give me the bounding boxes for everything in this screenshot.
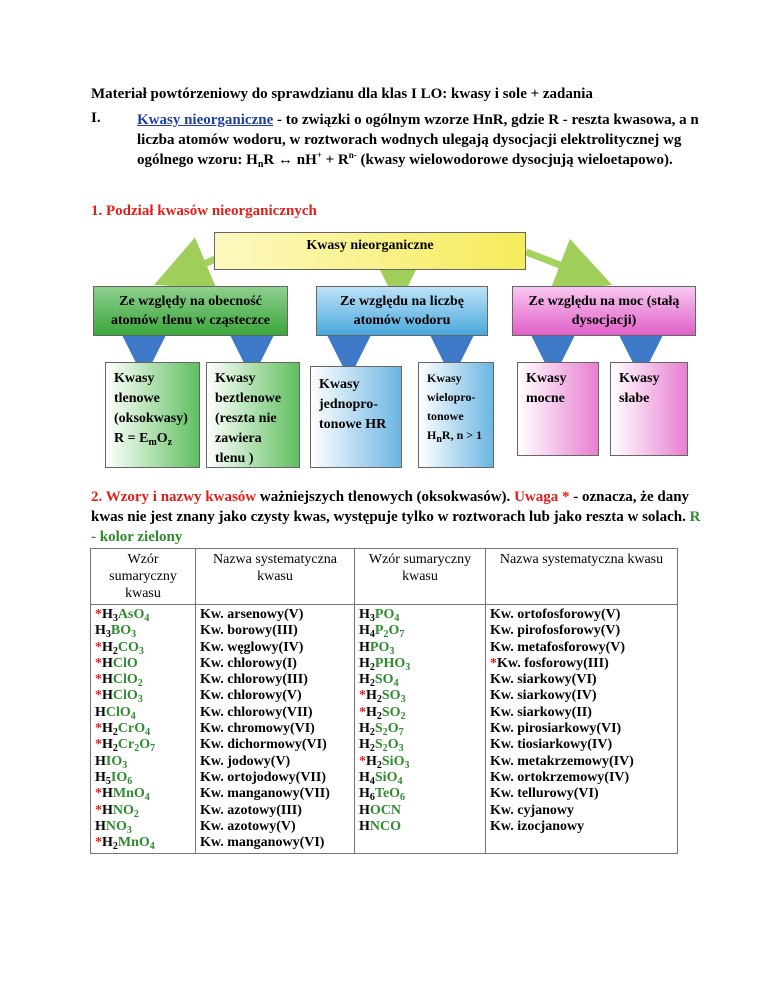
name-text: Kw. ortojodowy(VII) <box>200 769 326 785</box>
formula-h: H <box>359 672 370 688</box>
eq-plus: + R <box>321 152 349 168</box>
acid-name <box>200 770 350 786</box>
formula-r: SiO <box>381 753 405 769</box>
acids-table <box>90 548 678 854</box>
formula-r-sub: 2 <box>134 743 140 755</box>
acid-name <box>200 786 350 802</box>
formula-h: H <box>95 753 106 769</box>
formula-h: H <box>359 769 370 785</box>
name-text: Kw. borowy(III) <box>200 623 298 639</box>
formula <box>359 754 481 770</box>
acid-name <box>200 705 350 721</box>
formula-h-sub: 3 <box>112 613 118 624</box>
formula-star: * <box>359 704 366 720</box>
leaf-oxoacids: Kwasy tlenowe (oksokwasy) $R = E_mO_z$ <box>105 362 200 468</box>
diagram-root-box: Kwasy nieorganiczne <box>214 232 526 270</box>
formula-h-sub: 2 <box>376 710 382 722</box>
formula-h-sub: 6 <box>369 792 375 804</box>
eq-plus-sup: + <box>316 150 322 160</box>
formula <box>95 640 191 656</box>
name-star: * <box>490 655 497 671</box>
section-number: I. <box>91 110 101 126</box>
formula <box>95 607 191 623</box>
formula-star: * <box>95 835 102 851</box>
eq-tail: (kwasy wielowodorowe dysocjują wieloetapowo). <box>356 152 673 168</box>
left-names-cell <box>196 605 355 854</box>
formula <box>95 803 191 819</box>
formula-star: * <box>95 721 102 737</box>
name-text: Kw. pirofosforowy(V) <box>490 623 621 639</box>
formula-r: NCO <box>369 818 402 834</box>
formula-r-sub: 2 <box>133 808 139 820</box>
formula-r-sub: 3 <box>400 694 406 706</box>
formula-h-sub: 5 <box>105 775 111 787</box>
formula <box>359 607 481 623</box>
formula-r: IO <box>105 753 123 769</box>
formula-r-sub: 4 <box>149 841 155 853</box>
name-text: Kw. cyjanowy <box>490 802 574 818</box>
acid-name <box>200 803 350 819</box>
acid-name <box>490 688 673 704</box>
formula <box>95 835 191 851</box>
formula-r-sub: 2 <box>137 678 143 690</box>
formula-r: NO <box>112 802 134 818</box>
formula <box>359 688 481 704</box>
page-title: Materiał powtórzeniowy do sprawdzianu dla klas I LO: kwasy i sole + zadania <box>91 86 593 102</box>
definition-text: - to związki o ogólnym wzorze HnR, gdzie R - reszta kwasowa, a n liczba atomów wodoru, w roztworach wodnych ulegają dysocjacji elektrolitycznej wg ogólnego wzoru: <box>137 112 699 168</box>
formula-r: SiO <box>374 769 398 785</box>
formula-r-sub: 4 <box>145 727 151 739</box>
formula <box>359 705 481 721</box>
formula-r: OCN <box>369 802 402 818</box>
formula-h: H <box>359 655 370 671</box>
formula <box>95 737 191 753</box>
left-formulas-cell <box>91 605 196 854</box>
name-text: Kw. węglowy(IV) <box>200 639 304 655</box>
name-text: Kw. azotowy(V) <box>200 818 296 834</box>
name-text: Kw. metafosforowy(V) <box>490 639 626 655</box>
category-oxygen: Ze względy na obecność atomów tlenu w cząsteczce <box>93 286 288 336</box>
formula-r: CO <box>117 639 139 655</box>
acid-name <box>200 688 350 704</box>
formula-r: TeO <box>374 786 401 802</box>
formula-r-sub: 2 <box>400 710 406 722</box>
formula-star: * <box>95 639 102 655</box>
formula-r-sub: 2 <box>382 743 388 755</box>
formula-h: H <box>102 607 113 622</box>
name-text: Kw. pirosiarkowy(VI) <box>490 721 622 737</box>
formula-h: H <box>359 737 370 753</box>
formula-r: S <box>374 737 383 753</box>
name-text: Kw. manganowy(VII) <box>200 786 330 802</box>
formula-r: MnO <box>112 786 145 802</box>
formula-r: PHO <box>374 655 406 671</box>
formula-r2: O <box>388 623 400 639</box>
formula-r: P <box>374 623 384 639</box>
formula <box>95 623 191 639</box>
name-text: Kw. jodowy(V) <box>200 753 291 769</box>
formula-r-sub: 4 <box>144 613 150 624</box>
formula-h-sub: 3 <box>105 629 111 641</box>
acid-name <box>200 672 350 688</box>
acid-name <box>490 672 673 688</box>
formula <box>359 721 481 737</box>
acid-name <box>200 737 350 753</box>
acid-name <box>200 623 350 639</box>
name-text: Kw. fosforowy(III) <box>497 655 609 671</box>
formula-r2-sub: 3 <box>398 743 404 755</box>
formula-h-sub: 2 <box>369 678 375 690</box>
formula-h: H <box>102 786 113 802</box>
formula-r: ClO <box>112 672 138 688</box>
formula-r: BO <box>110 623 132 639</box>
acid-name <box>200 607 350 623</box>
acid-name <box>200 640 350 656</box>
formula-h: H <box>95 818 106 834</box>
formula-r-sub: 3 <box>389 645 395 657</box>
name-text: Kw. siarkowy(VI) <box>490 672 597 688</box>
formula-r-sub: 4 <box>397 775 403 787</box>
formula-r2: O <box>387 721 399 737</box>
formula <box>95 819 191 835</box>
formula-h: H <box>366 753 377 769</box>
formula-r-sub: 4 <box>144 792 150 804</box>
formula-h: H <box>359 802 370 818</box>
formula <box>359 737 481 753</box>
acid-name <box>490 607 673 623</box>
formula-r-sub: 4 <box>130 710 136 722</box>
formula-h: H <box>366 688 377 704</box>
acid-name <box>490 737 673 753</box>
formula-h-sub: 3 <box>369 613 375 624</box>
right-names-cell <box>486 605 678 854</box>
formula-h: H <box>366 704 377 720</box>
name-text: Kw. tellurowy(VI) <box>490 786 599 802</box>
formula-star: * <box>95 786 102 802</box>
acid-name <box>490 803 673 819</box>
formula-r: PO <box>369 639 390 655</box>
arrow-root-to-cat3 <box>526 252 586 275</box>
heading-formulas: 2. Wzory i nazwy kwasów ważniejszych tlenowych (oksokwasów). Uwaga * - oznacza, że dany kwas nie jest znany jako czysty kwas, występuje tylko w roztworach lub jako reszta w solach. R - kolor zielony <box>91 489 701 545</box>
formula-r2: O <box>139 737 151 753</box>
formula-r-sub: 2 <box>383 629 389 641</box>
formula-h-sub: 2 <box>112 727 118 739</box>
formula-r: CrO <box>117 721 146 737</box>
acid-name <box>200 835 350 851</box>
header-formula-right: Wzór sumaryczny kwasu <box>355 549 486 605</box>
category-strength: Ze względu na moc (stałą dysocjacji) <box>512 286 696 336</box>
formula-star: * <box>359 753 366 769</box>
kwasy-nieorganiczne-link[interactable]: Kwasy nieorganiczne <box>137 112 274 128</box>
formula-r2: O <box>387 737 399 753</box>
formula-r: PO <box>374 607 395 622</box>
formula-h: H <box>359 818 370 834</box>
eq-n-minus-sup: n- <box>348 150 357 160</box>
name-text: Kw. siarkowy(IV) <box>490 688 597 704</box>
leaf-weak: Kwasy słabe <box>610 362 688 456</box>
name-text: Kw. ortofosforowy(V) <box>490 607 621 622</box>
eq-h: H <box>246 152 258 168</box>
name-text: Kw. arsenowy(V) <box>200 607 304 622</box>
name-text: Kw. azotowy(III) <box>200 802 302 818</box>
formula-r: ClO <box>105 704 131 720</box>
formula-h-sub: 2 <box>112 841 118 853</box>
formula-h-sub: 2 <box>112 743 118 755</box>
formula-h: H <box>359 721 370 737</box>
formula <box>359 803 481 819</box>
formula-h: H <box>102 688 113 704</box>
formula-r: ClO <box>112 688 138 704</box>
formula-r: Cr <box>117 737 135 753</box>
formula-h-sub: 4 <box>369 629 375 641</box>
formula-r-sub: 6 <box>127 775 133 787</box>
name-text: Kw. chromowy(VI) <box>200 721 315 737</box>
acid-name <box>490 786 673 802</box>
formula-h: H <box>102 737 113 753</box>
formula <box>95 672 191 688</box>
formula-star: * <box>95 737 102 753</box>
name-text: Kw. chlorowy(III) <box>200 672 308 688</box>
category-hydrogen: Ze względu na liczbę atomów wodoru <box>316 286 488 336</box>
formula-r-sub: 3 <box>122 759 128 771</box>
formula-h: H <box>102 655 113 671</box>
name-text: Kw. ortokrzemowy(IV) <box>490 769 630 785</box>
formula-star: * <box>95 672 102 688</box>
formula-r: S <box>374 721 383 737</box>
formula-h: H <box>95 769 106 785</box>
acid-name <box>490 705 673 721</box>
formula-h: H <box>102 835 113 851</box>
leaf-strong: Kwasy mocne <box>517 362 599 456</box>
formula-r-sub: 6 <box>400 792 406 804</box>
formula-h: H <box>359 639 370 655</box>
formula-r: IO <box>110 769 128 785</box>
formula <box>359 819 481 835</box>
formula-h-sub: 2 <box>112 645 118 657</box>
formula <box>95 688 191 704</box>
acid-name <box>490 623 673 639</box>
formula <box>359 770 481 786</box>
heading-podzial: 1. Podział kwasów nieorganicznych <box>91 203 317 219</box>
formula <box>95 705 191 721</box>
formula-r: MnO <box>117 835 150 851</box>
header-name-right: Nazwa systematyczna kwasu <box>486 549 678 605</box>
formula-h: H <box>359 623 370 639</box>
formula <box>95 770 191 786</box>
formula-star: * <box>95 607 102 622</box>
acid-name <box>200 656 350 672</box>
header-name-left: Nazwa systematyczna kwasu <box>196 549 355 605</box>
formula-h: H <box>102 721 113 737</box>
formula-h-sub: 2 <box>369 727 375 739</box>
formula-r: AsO <box>117 607 145 622</box>
formula <box>95 786 191 802</box>
acid-name <box>490 640 673 656</box>
formula-r: ClO <box>112 655 138 671</box>
name-text: Kw. tiosiarkowy(IV) <box>490 737 613 753</box>
formula-h: H <box>95 704 106 720</box>
formula-r-sub: 4 <box>393 678 399 690</box>
eq-n-sub: n <box>257 159 264 170</box>
acid-name <box>490 770 673 786</box>
acid-name <box>490 819 673 835</box>
leaf-anoxic-acids: Kwasy beztlenowe (reszta nie zawiera tlenu ) <box>206 362 300 468</box>
acid-name <box>490 721 673 737</box>
formula-h-sub: 2 <box>369 661 375 673</box>
formula-r-sub: 3 <box>405 661 411 673</box>
formula-r-sub: 2 <box>382 727 388 739</box>
acid-name <box>200 721 350 737</box>
leaf-monoprotic: Kwasy jednopro-tonowe HR <box>310 366 402 468</box>
formula-h-sub: 4 <box>369 775 375 787</box>
formula-h: H <box>102 672 113 688</box>
formula-r2-sub: 7 <box>398 727 404 739</box>
formula-r: NO <box>105 818 127 834</box>
formula <box>359 656 481 672</box>
formula <box>95 721 191 737</box>
name-text: Kw. manganowy(VI) <box>200 835 325 851</box>
formula <box>95 656 191 672</box>
formula-r2-sub: 7 <box>150 743 156 755</box>
name-text: Kw. siarkowy(II) <box>490 704 592 720</box>
name-text: Kw. chlorowy(V) <box>200 688 302 704</box>
formula-h: H <box>95 623 106 639</box>
acid-name <box>200 754 350 770</box>
formula <box>359 640 481 656</box>
formula-star: * <box>95 655 102 671</box>
formula-h: H <box>102 639 113 655</box>
name-text: Kw. chlorowy(I) <box>200 655 297 671</box>
formula-star: * <box>95 688 102 704</box>
formula-star: * <box>359 688 366 704</box>
formula-h-sub: 2 <box>376 694 382 706</box>
name-text: Kw. dichormowy(VI) <box>200 737 327 753</box>
eq-arrow: R ↔ nH <box>263 152 317 168</box>
formula-h: H <box>359 786 370 802</box>
right-formulas-cell <box>355 605 486 854</box>
formula <box>359 786 481 802</box>
formula-r-sub: 3 <box>137 694 143 706</box>
formula-h-sub: 2 <box>376 759 382 771</box>
acid-name <box>490 754 673 770</box>
header-formula-left: Wzór sumaryczny kwasu <box>91 549 196 605</box>
leaf-polyprotic: Kwasy wielopro-tonowe $H_nR$, n > 1 <box>418 362 494 468</box>
formula-r: SO <box>381 704 401 720</box>
name-text: Kw. chlorowy(VII) <box>200 704 313 720</box>
formula-r-sub: 4 <box>394 613 400 624</box>
acid-name <box>200 819 350 835</box>
formula-r: SO <box>381 688 401 704</box>
formula <box>359 623 481 639</box>
formula-r: SO <box>374 672 394 688</box>
formula-h: H <box>359 607 370 622</box>
arrow-root-to-cat1 <box>180 258 218 274</box>
formula-h: H <box>102 802 113 818</box>
formula <box>359 672 481 688</box>
formula-star: * <box>95 802 102 818</box>
formula-r-sub: 3 <box>404 759 410 771</box>
formula-h-sub: 2 <box>369 743 375 755</box>
formula-r2-sub: 7 <box>399 629 405 641</box>
acid-name <box>490 656 673 672</box>
formula-r-sub: 3 <box>131 629 137 641</box>
name-text: Kw. metakrzemowy(IV) <box>490 753 634 769</box>
formula-r-sub: 3 <box>138 645 144 657</box>
name-text: Kw. izocjanowy <box>490 818 585 834</box>
formula <box>95 754 191 770</box>
formula-r-sub: 3 <box>126 824 132 836</box>
